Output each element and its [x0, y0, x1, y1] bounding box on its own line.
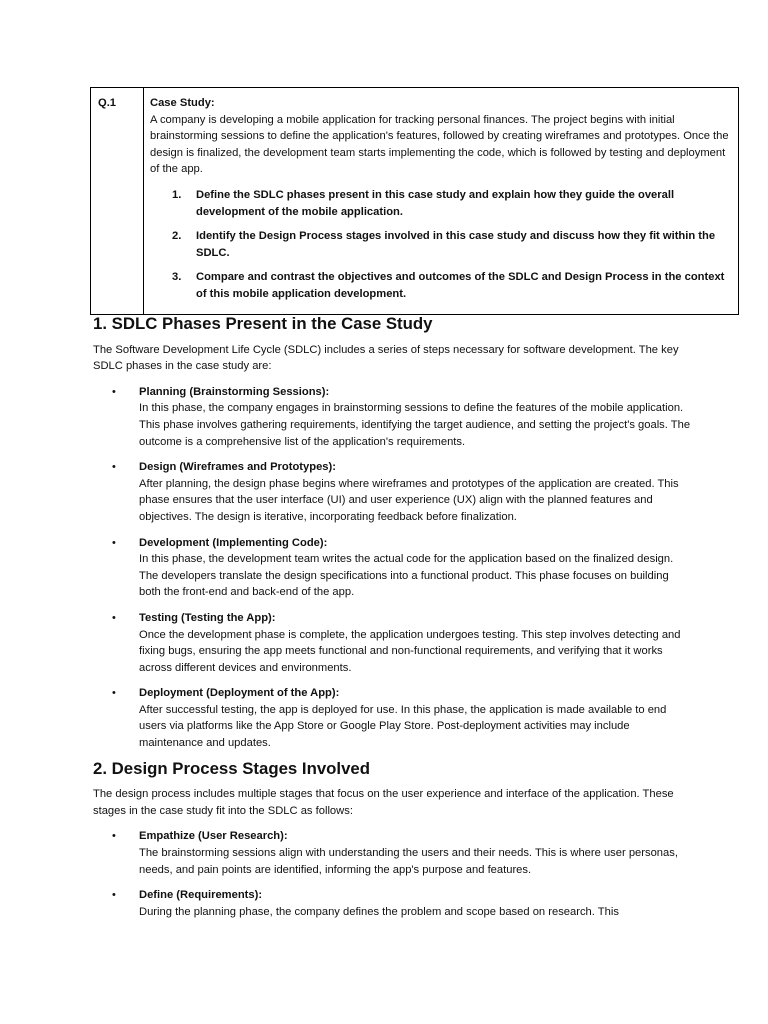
question-item-number: 3.: [172, 271, 182, 284]
list-item-text: After successful testing, the app is deployed for use. In this phase, the application is made available to end users via platforms like the App Store or Google Play Store. Post-deployment activities may include maintenance and updates.: [139, 703, 667, 750]
table-column-divider: [143, 88, 144, 314]
section1-heading: 1. SDLC Phases Present in the Case Study: [93, 314, 433, 333]
list-item-text: Once the development phase is complete, the application undergoes testing. This step involves detecting and fixing bugs, ensuring the app meets functional and non-functional requirements, and verifying that it works across different devices and environments.: [139, 628, 681, 674]
list-item: [93, 685, 693, 751]
answer-content: [93, 316, 693, 920]
list-item-text: During the planning phase, the company defines the problem and scope based on research. This: [139, 905, 619, 918]
bullet-icon: •: [112, 830, 116, 843]
list-item-text: After planning, the design phase begins where wireframes and prototypes of the application are created. This phase ensures that the user interface (UI) and user experience (UX) align with the planned features and objectives. The design is iterative, incorporating feedback before finalization.: [139, 477, 679, 523]
question-list: [150, 187, 734, 303]
list-item-title: Testing (Testing the App):: [139, 611, 276, 624]
list-item: [93, 459, 693, 525]
question-item-text: Define the SDLC phases present in this case study and explain how they guide the overall development of the mobile application.: [196, 188, 675, 218]
bullet-icon: •: [112, 687, 116, 700]
case-study-title: Case Study:: [150, 97, 215, 109]
list-item: [93, 384, 693, 450]
list-item: [93, 535, 693, 601]
bullet-icon: •: [112, 385, 116, 398]
list-item-title: Empathize (User Research):: [139, 830, 288, 843]
question-item: [150, 228, 734, 261]
list-item: [93, 828, 693, 878]
list-item: [93, 610, 693, 676]
question-item-text: Compare and contrast the objectives and outcomes of the SDLC and Design Process in the context of this mobile application development.: [196, 271, 725, 300]
section1-intro: The Software Development Life Cycle (SDLC) includes a series of steps necessary for software development. The key SDLC phases in the case study are:: [93, 343, 679, 373]
list-item: [93, 887, 693, 920]
list-item-title: Development (Implementing Code):: [139, 536, 328, 549]
question-item: [150, 187, 734, 220]
list-item-title: Deployment (Deployment of the App):: [139, 687, 340, 700]
case-study-text: A company is developing a mobile application for tracking personal finances. The project begins with initial brainstorming sessions to define the application's features, followed by creating wireframes and prototypes. Once the design is finalized, the development team starts implementing the code, which is followed by testing and deployment of the app.: [150, 113, 729, 176]
question-item-text: Identify the Design Process stages involved in this case study and discuss how they fit within the SDLC.: [196, 230, 716, 259]
question-body: [150, 95, 734, 303]
section2-heading: 2. Design Process Stages Involved: [93, 758, 371, 778]
bullet-icon: •: [112, 889, 116, 902]
list-item-text: In this phase, the development team writes the actual code for the application based on the finalized design. The developers translate the design specifications into a functional product. This phase focuses on building both the front-end and back-end of the app.: [139, 553, 674, 599]
question-item-number: 2.: [172, 230, 182, 243]
design-stage-list: [93, 828, 693, 920]
list-item-text: In this phase, the company engages in brainstorming sessions to define the features of the mobile application. This phase involves gathering requirements, identifying the target audience, and setting the project's goals. The outcome is a comprehensive list of the application's requirements.: [139, 402, 691, 448]
bullet-icon: •: [112, 611, 116, 624]
section2-intro: The design process includes multiple stages that focus on the user experience and interface of the application. These stages in the case study fit into the SDLC as follows:: [93, 788, 674, 817]
bullet-icon: •: [112, 536, 116, 549]
list-item-title: Design (Wireframes and Prototypes):: [139, 461, 336, 474]
question-number: Q.1: [98, 97, 117, 109]
list-item-text: The brainstorming sessions align with understanding the users and their needs. This is where user personas, needs, and pain points are identified, informing the app's purpose and features.: [139, 847, 678, 876]
sdlc-phase-list: [93, 384, 693, 752]
list-item-title: Define (Requirements):: [139, 889, 263, 902]
question-table: [90, 87, 739, 315]
list-item-title: Planning (Brainstorming Sessions):: [139, 385, 330, 398]
question-item-number: 1.: [172, 188, 182, 201]
question-item: [150, 269, 734, 302]
bullet-icon: •: [112, 461, 116, 474]
